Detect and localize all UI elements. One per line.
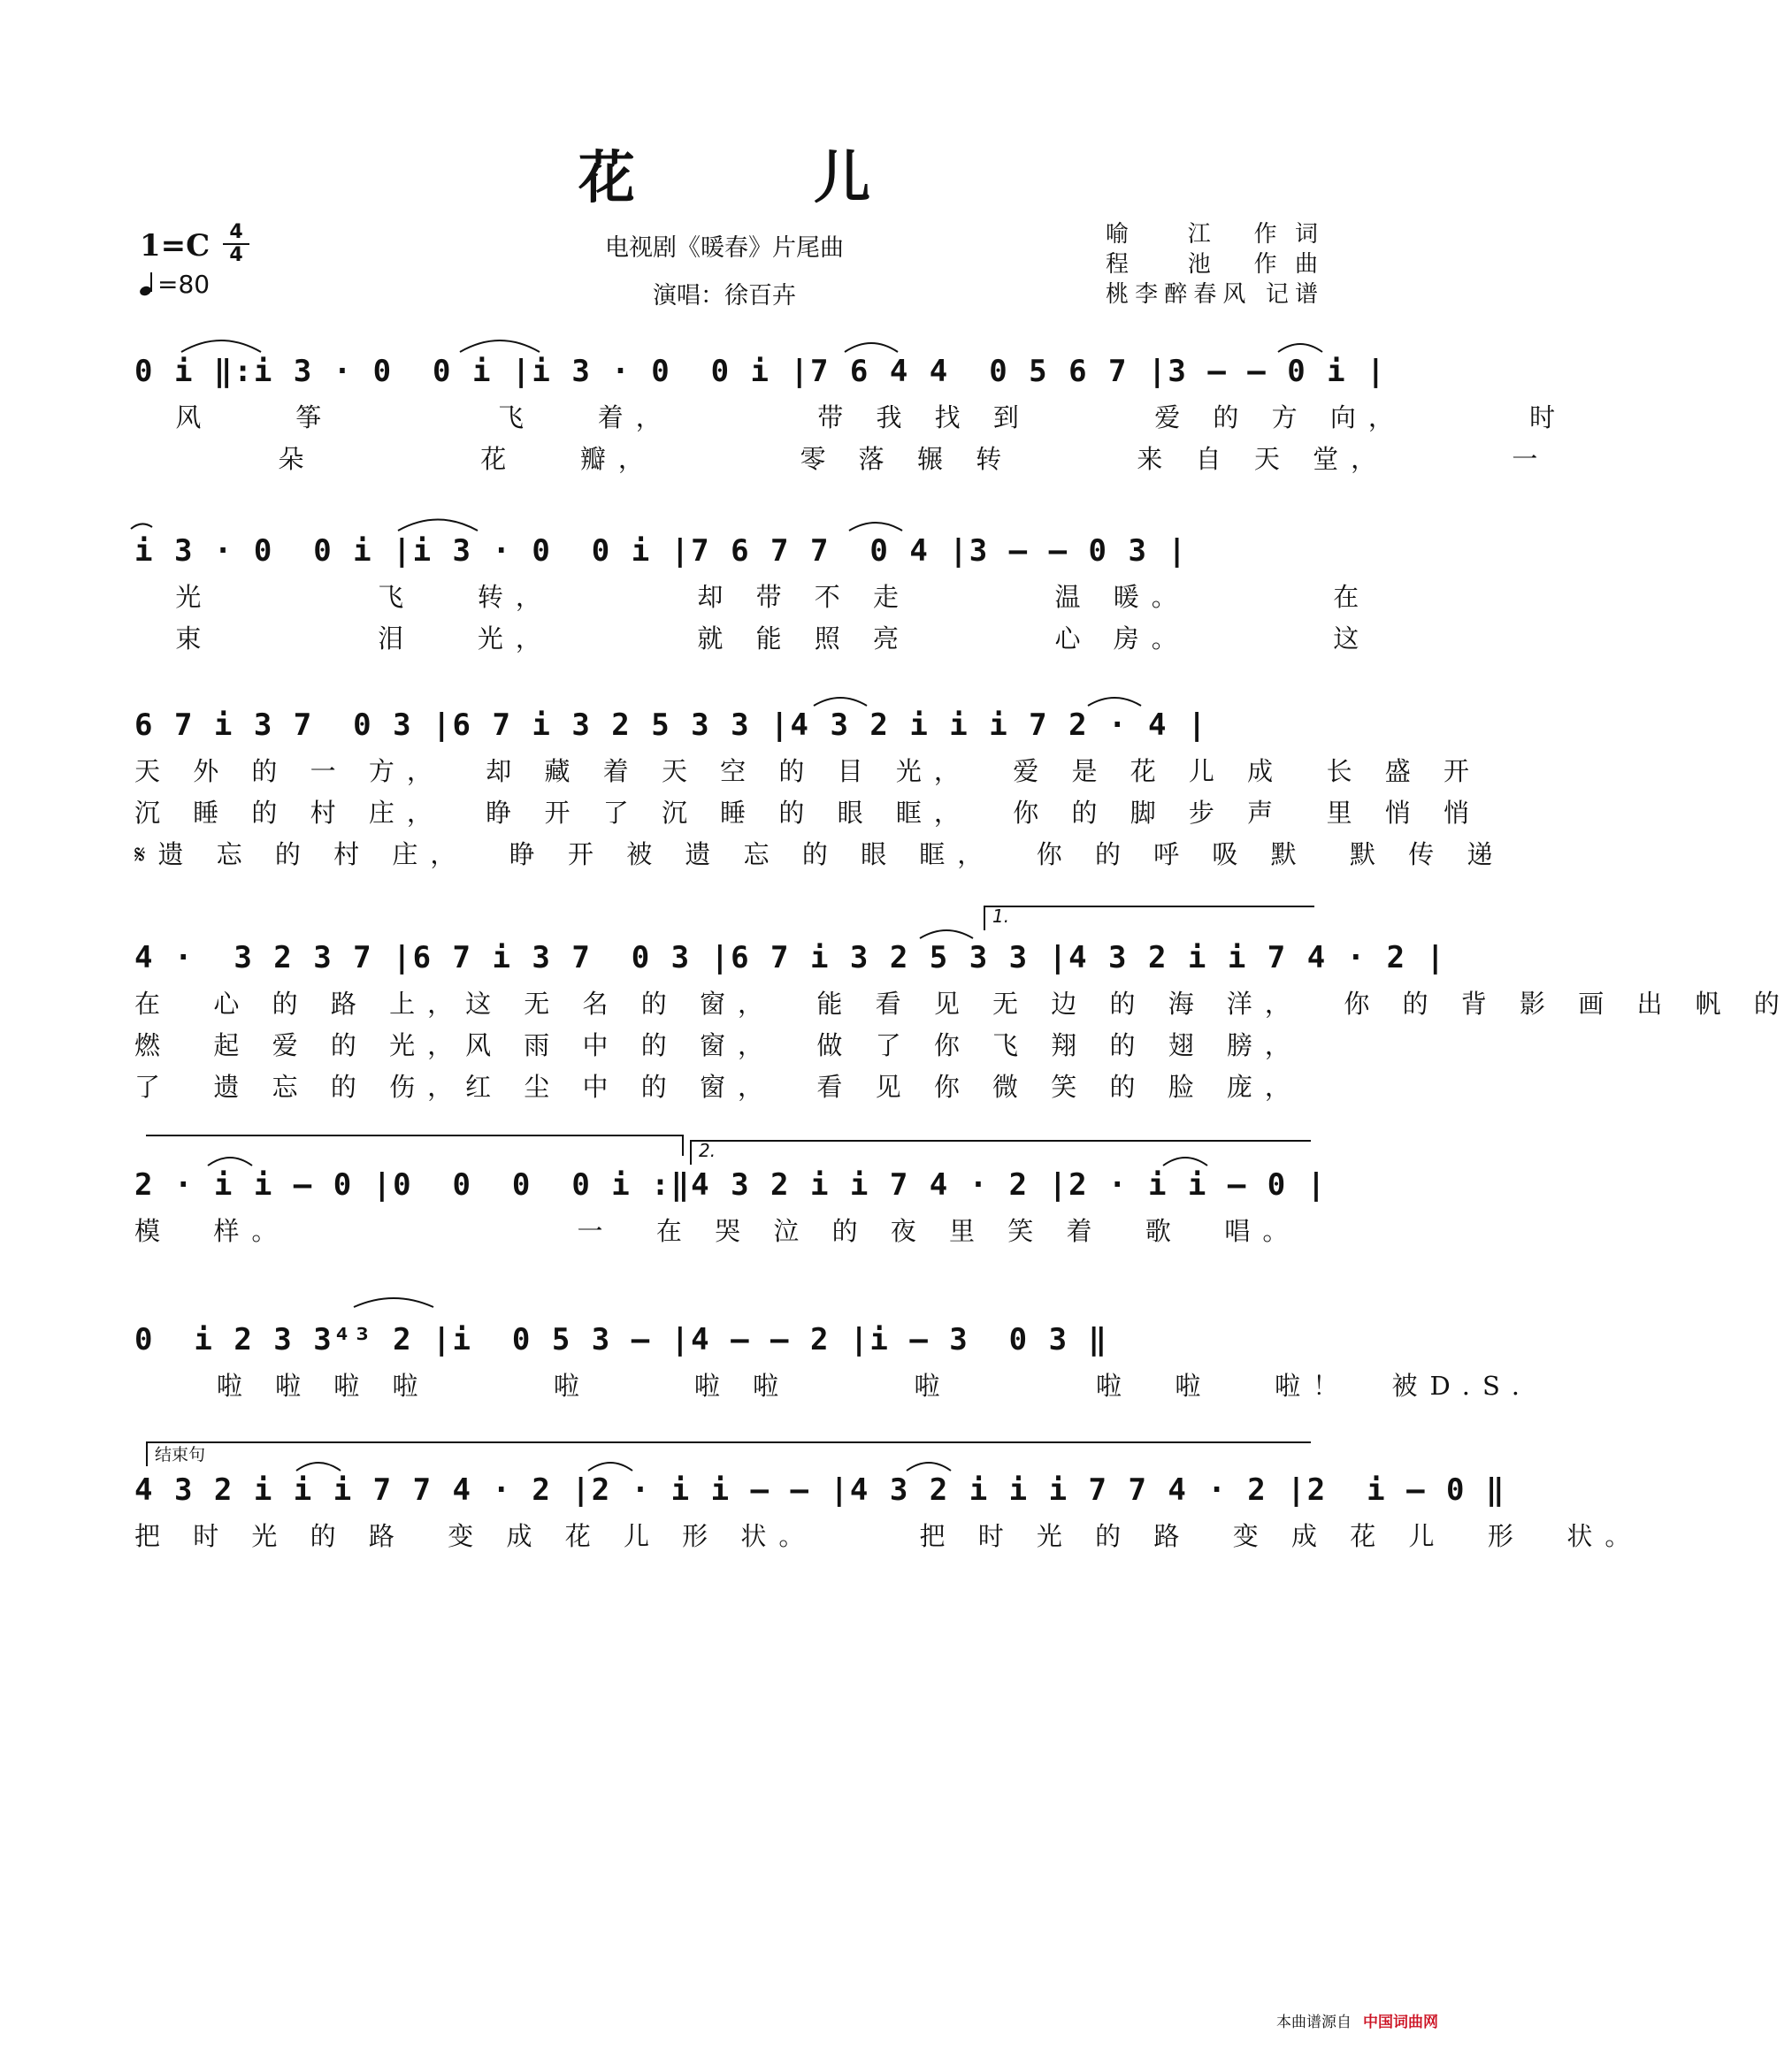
score-title: 花 儿 — [578, 145, 951, 211]
subtitle: 电视剧《暖春》片尾曲 — [605, 234, 844, 262]
footer-source: 本曲谱源自 — [1276, 2014, 1352, 2031]
slur-arc — [398, 520, 478, 531]
lyric-line: 把 时 光 的 路 变 成 花 儿 形 状。 把 时 光 的 路 变 成 花 儿 形 状。 — [134, 1521, 1643, 1551]
notation-line: 4 3 2 i i i 7 7 4 · 2 |2 · i i – – |4 3 2 i i i 7 7 4 · 2 |2 i – 0 ‖ — [134, 1472, 1506, 1508]
slur-arc — [181, 340, 261, 352]
slur-arc — [1088, 698, 1141, 706]
footer-site-link[interactable]: 中国词曲网 — [1363, 2014, 1438, 2031]
lyric-line: 天 外 的 一 方， 却 藏 着 天 空 的 目 光， 爱 是 花 儿 成 长 盛 开 — [134, 756, 1482, 786]
slur-arc — [1278, 344, 1322, 352]
volta-label: 2. — [699, 1140, 716, 1161]
lyric-line: 束 泪 光， 就 能 照 亮 心 房。 这 — [134, 623, 1372, 654]
volta-label: 1. — [992, 906, 1010, 927]
lyricist-credit: 喻 江 作词 — [1106, 221, 1318, 248]
slur-arc — [849, 523, 902, 531]
notation-line: 0 i 2 3 3⁴³ 2 |i 0 5 3 – |4 – – 2 |i – 3 0 3 ‖ — [134, 1322, 1109, 1357]
slur-arc — [460, 340, 540, 352]
lyric-line: 光 飞 转， 却 带 不 走 温 暖。 在 — [134, 582, 1372, 612]
composer-credit: 程 池 作曲 — [1106, 251, 1318, 278]
notation-line: 2 · i i – 0 |0 0 0 0 i :‖4 3 2 i i 7 4 · 2 |2 · i i – 0 | — [134, 1167, 1328, 1203]
lyric-line: 在 心 的 路 上，这 无 名 的 窗， 能 看 见 无 边 的 海 洋， 你 的 背 影 画 出 帆 的 — [134, 989, 1792, 1019]
meter-bottom: 4 — [229, 244, 243, 266]
slur-arc — [907, 1463, 951, 1471]
notation-line: 0 i ‖:i 3 · 0 0 i |i 3 · 0 0 i |7 6 4 4 0 5 6 7 |3 – – 0 i | — [134, 354, 1387, 389]
slur-arc — [920, 930, 973, 938]
slur-arc — [845, 343, 898, 352]
notation-line: i 3 · 0 0 i |i 3 · 0 0 i |7 6 7 7 0 4 |3 – – 0 3 | — [134, 533, 1188, 569]
lyric-line: 沉 睡 的 村 庄， 睁 开 了 沉 睡 的 眼 眶， 你 的 脚 步 声 里 悄 悄 — [134, 798, 1482, 828]
tempo-value: =80 — [157, 270, 211, 299]
transcriber-credit: 桃李醉春风 记谱 — [1106, 281, 1318, 308]
slur-arc — [588, 1463, 632, 1471]
slur-arc — [1163, 1158, 1207, 1166]
slur-arc — [131, 524, 152, 529]
lyric-line: 模 样。 一 在 哭 泣 的 夜 里 笑 着 歌 唱。 — [134, 1216, 1301, 1246]
notation-line: 4 · 3 2 3 7 |6 7 i 3 7 0 3 |6 7 i 3 2 5 3 3 |4 3 2 i i 7 4 · 2 | — [134, 940, 1447, 975]
slur-arc — [814, 698, 867, 706]
slur-arc — [296, 1463, 341, 1471]
slur-arc — [354, 1298, 433, 1307]
meter-top: 4 — [229, 221, 243, 243]
notation-line: 6 7 i 3 7 0 3 |6 7 i 3 2 5 3 3 |4 3 2 i i i 7 2 · 4 | — [134, 707, 1208, 743]
lyric-line: 风 筝 飞 着， 带 我 找 到 爱 的 方 向， 时 — [134, 402, 1568, 432]
lyric-line: 朵 花 瓣， 零 落 辗 转 来 自 天 堂， 一 — [134, 444, 1551, 474]
slur-arc — [208, 1158, 252, 1166]
lyric-line: 燃 起 爱 的 光，风 雨 中 的 窗， 做 了 你 飞 翔 的 翅 膀， — [134, 1030, 1303, 1060]
singer: 演唱：徐百卉 — [653, 282, 796, 310]
lyric-line: 𝄋遗 忘 的 村 庄， 睁 开 被 遗 忘 的 眼 眶， 你 的 呼 吸 默 默 传 递 — [134, 839, 1505, 869]
lyric-line: 了 遗 忘 的 伤，红 尘 中 的 窗， 看 见 你 微 笑 的 脸 庞， — [134, 1072, 1303, 1102]
key-signature: 1=C — [140, 228, 211, 264]
lyric-line: 啦 啦 啦 啦 啦 啦 啦 啦 啦 啦 啦！ 被D.S. — [134, 1371, 1532, 1401]
ending-label: 结束句 — [155, 1445, 206, 1464]
